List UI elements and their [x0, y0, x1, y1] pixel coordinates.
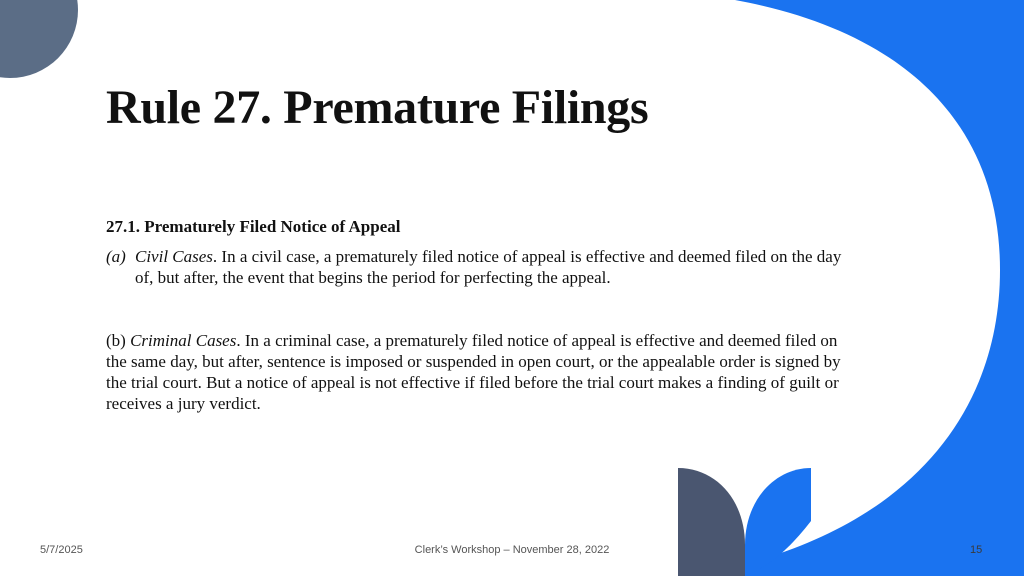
- paragraph-a-text-wrap: [135, 246, 846, 288]
- criminal-cases-label: Criminal Cases: [130, 331, 237, 350]
- slide-body: [106, 216, 846, 414]
- footer-title: Clerk’s Workshop – November 28, 2022: [414, 544, 610, 556]
- slide-title: Rule 27. Premature Filings: [106, 81, 649, 134]
- paragraph-criminal-cases: [106, 330, 846, 414]
- civil-cases-text: . In a civil case, a prematurely filed notice of appeal is effective and deemed filed on the day of, but after, the event that begins the period for perfecting the appeal.: [135, 247, 842, 287]
- slide-number: 15: [970, 544, 983, 556]
- civil-cases-label: Civil Cases: [135, 247, 213, 266]
- section-heading: 27.1. Prematurely Filed Notice of Appeal: [106, 217, 401, 236]
- corner-circle-shape: [0, 0, 78, 78]
- criminal-cases-text: . In a criminal case, a prematurely filed notice of appeal is effective and deemed filed on the same day, but after, sentence is imposed or suspended in open court, or the appealable order is signed by the trial court. But a notice of appeal is not effective if filed before the trial court makes a finding of guilt or receives a jury verdict.: [106, 331, 841, 413]
- paragraph-marker-a: (a): [106, 247, 126, 266]
- paragraph-civil-cases: [106, 246, 846, 288]
- paragraph-marker-b: (b): [106, 331, 131, 350]
- leaf-left-shape: [678, 468, 745, 576]
- footer-date: 5/7/2025: [40, 544, 83, 556]
